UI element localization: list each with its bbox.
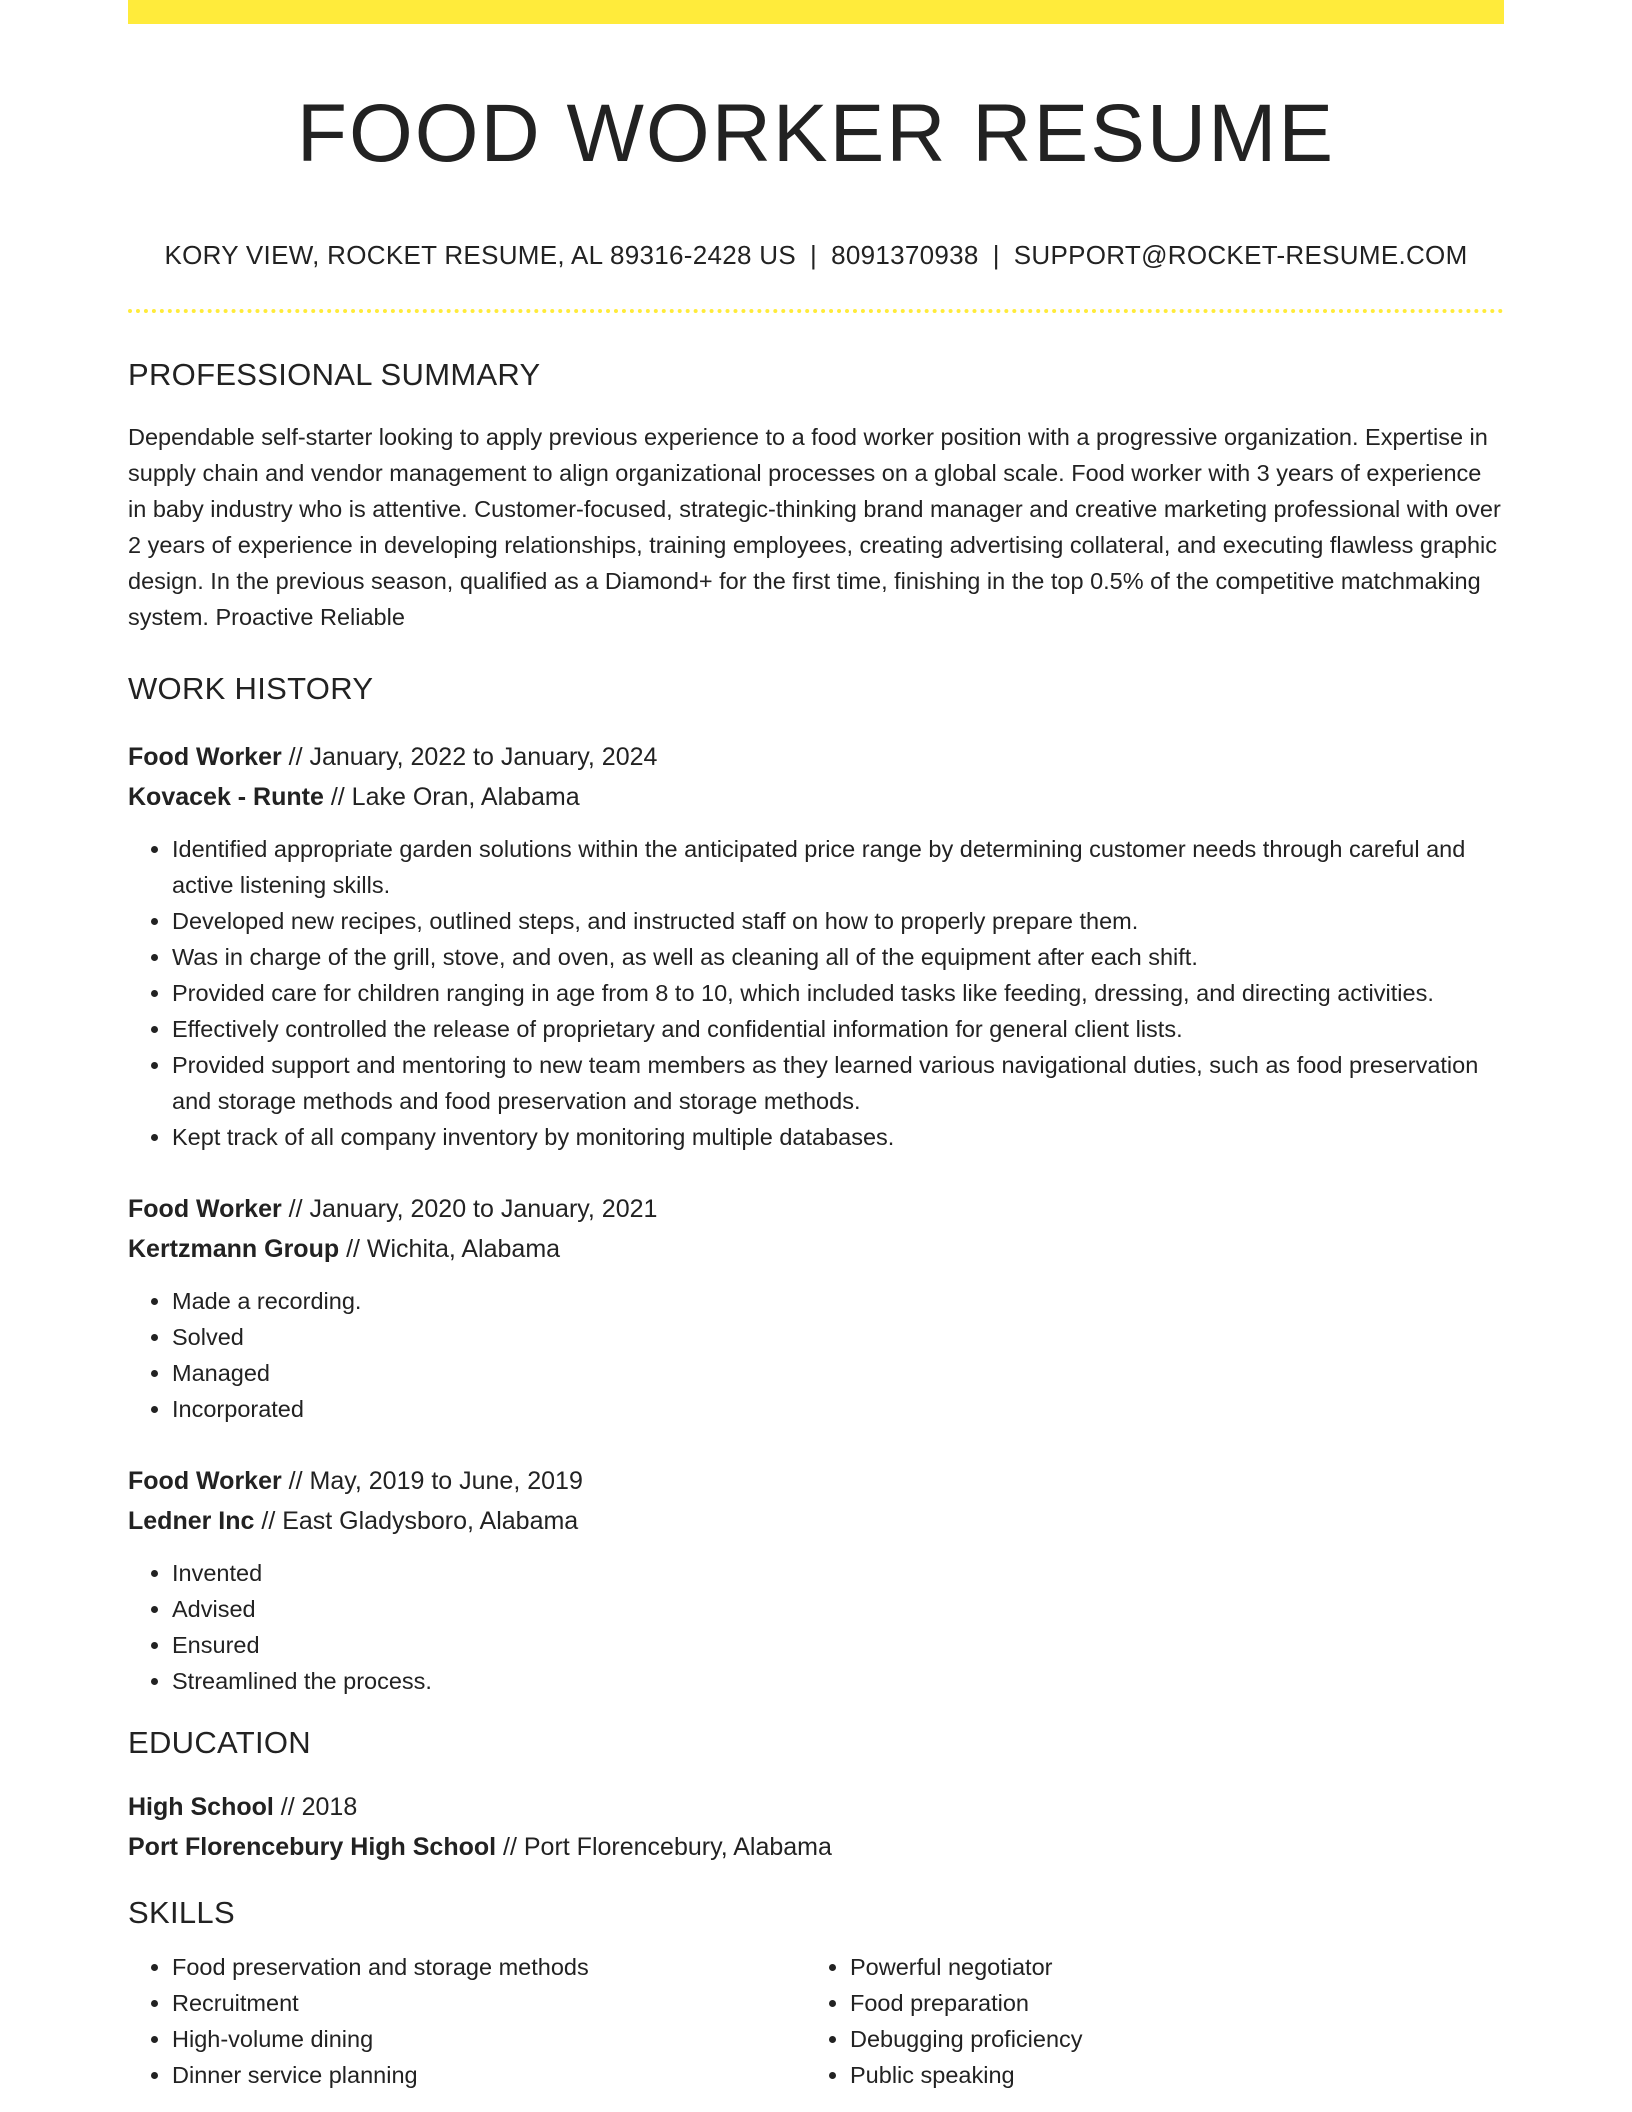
job-company: Kertzmann Group [128, 1235, 340, 1263]
education-year: // 2018 [273, 1793, 358, 1821]
job-entry [128, 1461, 1504, 1699]
education-degree-line [128, 1787, 1504, 1827]
job-company-line [128, 1229, 1504, 1269]
education-school: Port Florencebury High School [128, 1833, 497, 1861]
education-entry [128, 1787, 1504, 1867]
job-bullet: • Effectively controlled the release of proprietary and confidential information for general client lists. [172, 1011, 1504, 1047]
job-bullet: • Made a recording. [172, 1283, 1504, 1319]
job-bullets [128, 1283, 1504, 1427]
job-bullet: • Solved [172, 1319, 1504, 1355]
job-bullet: • Provided care for children ranging in age from 8 to 10, which included tasks like feeding, dressing, and directing activities. [172, 975, 1504, 1011]
contact-phone: 8091370938 [831, 240, 979, 270]
job-company-line [128, 1501, 1504, 1541]
skills-list-left [128, 1949, 806, 2093]
job-bullet: • Identified appropriate garden solutions within the anticipated price range by determining customer needs through careful and active listening skills. [172, 831, 1504, 903]
skill-item: • High-volume dining [172, 2021, 806, 2057]
job-bullet: • Managed [172, 1355, 1504, 1391]
skill-item: • Powerful negotiator [850, 1949, 1484, 1985]
resume-title: FOOD WORKER RESUME [296, 88, 1336, 179]
education-degree: High School [128, 1793, 274, 1821]
job-bullet: • Ensured [172, 1627, 1504, 1663]
job-role: Food Worker [128, 1467, 282, 1495]
skills-columns [128, 1949, 1504, 2093]
summary-text: Dependable self-starter looking to apply previous experience to a food worker position with a progressive organization. Expertise in supply chain and vendor management to align organizational processes on a global scale. Food worker with 3 years of experience in baby industry who is attentive. Customer-focused, strategic-thinking brand manager and creative marketing professional with over 2 years of experience in developing relationships, training employees, creating advertising collateral, and executing flawless graphic design. In the previous season, qualified as a Diamond+ for the first time, finishing in the top 0.5% of the competitive matchmaking system. Proactive Reliable [128, 424, 1501, 630]
skills-list-right [806, 1949, 1484, 2093]
job-bullet: • Provided support and mentoring to new team members as they learned various navigational duties, such as food preservation and storage methods and food preservation and storage methods. [172, 1047, 1504, 1119]
skill-item: • Recruitment [172, 1985, 806, 2021]
job-location: // Lake Oran, Alabama [323, 783, 580, 811]
job-company: Ledner Inc [128, 1507, 255, 1535]
skill-item: • Debugging proficiency [850, 2021, 1484, 2057]
job-title-line [128, 1189, 1504, 1229]
job-bullet: • Advised [172, 1591, 1504, 1627]
job-entry [128, 1189, 1504, 1427]
contact-email: SUPPORT@ROCKET-RESUME.COM [1013, 240, 1468, 270]
job-bullets [128, 1555, 1504, 1699]
summary-heading: PROFESSIONAL SUMMARY [128, 357, 541, 392]
job-company-line [128, 777, 1504, 817]
work-history-heading: WORK HISTORY [128, 671, 374, 706]
skill-item: • Dinner service planning [172, 2057, 806, 2093]
job-title-line [128, 1461, 1504, 1501]
contact-separator: | [992, 240, 1000, 270]
job-bullets [128, 831, 1504, 1155]
dotted-divider [128, 309, 1504, 313]
job-bullet: • Developed new recipes, outlined steps, and instructed staff on how to properly prepare them. [172, 903, 1504, 939]
job-entry [128, 737, 1504, 1155]
skill-item: • Food preparation [850, 1985, 1484, 2021]
education-heading: EDUCATION [128, 1725, 311, 1760]
job-title-line [128, 737, 1504, 777]
skill-item: • Public speaking [850, 2057, 1484, 2093]
job-bullet: • Was in charge of the grill, stove, and oven, as well as cleaning all of the equipment after each shift. [172, 939, 1504, 975]
job-location: // Wichita, Alabama [339, 1235, 561, 1263]
job-bullet: • Kept track of all company inventory by monitoring multiple databases. [172, 1119, 1504, 1155]
job-dates: // January, 2020 to January, 2021 [281, 1195, 658, 1223]
resume-page [128, 0, 1504, 2093]
job-company: Kovacek - Runte [128, 783, 324, 811]
accent-bar [128, 0, 1504, 24]
job-dates: // January, 2022 to January, 2024 [281, 743, 658, 771]
skills-heading: SKILLS [128, 1895, 235, 1930]
skill-item: • Food preservation and storage methods [172, 1949, 806, 1985]
job-bullet: • Streamlined the process. [172, 1663, 1504, 1699]
contact-separator: | [810, 240, 818, 270]
job-dates: // May, 2019 to June, 2019 [281, 1467, 583, 1495]
contact-line [128, 240, 1504, 271]
job-bullet: • Invented [172, 1555, 1504, 1591]
job-location: // East Gladysboro, Alabama [254, 1507, 579, 1535]
job-role: Food Worker [128, 1195, 282, 1223]
contact-address: KORY VIEW, ROCKET RESUME, AL 89316-2428 US [164, 240, 797, 270]
education-school-line [128, 1827, 1504, 1867]
job-role: Food Worker [128, 743, 282, 771]
job-bullet: • Incorporated [172, 1391, 1504, 1427]
education-location: // Port Florencebury, Alabama [496, 1833, 832, 1861]
